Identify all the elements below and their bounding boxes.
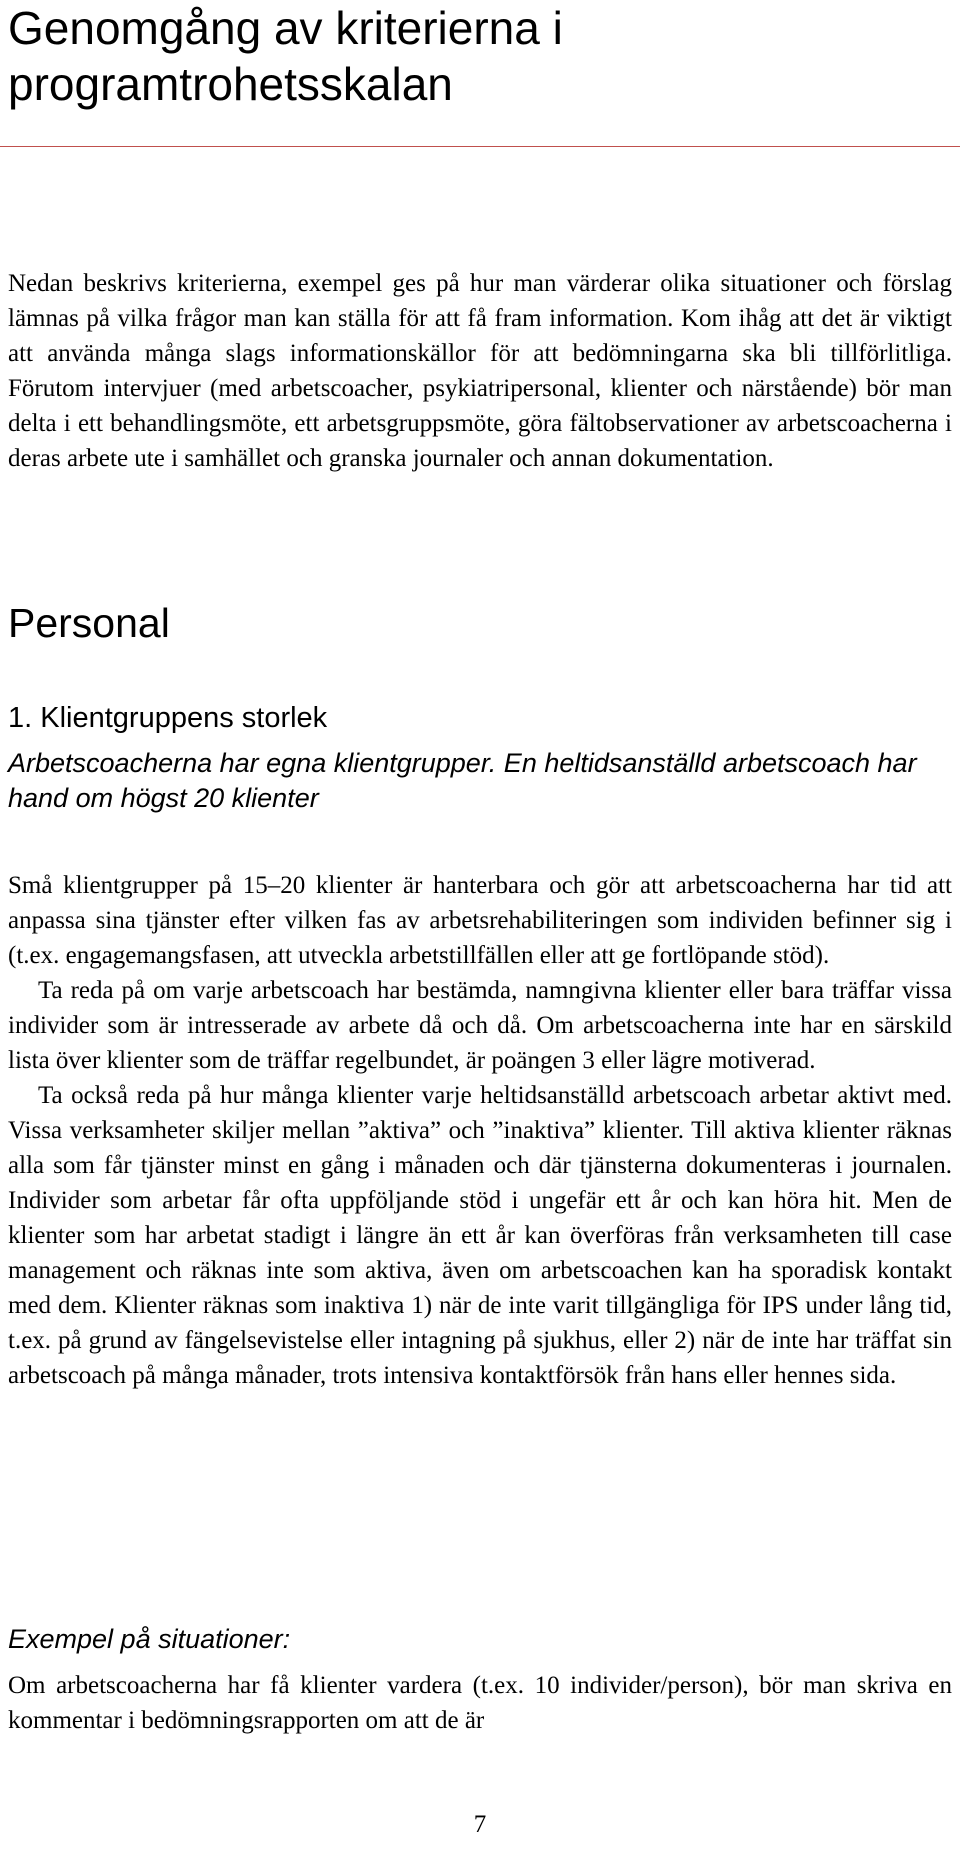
body-paragraph: Små klientgrupper på 15–20 klienter är hanterbara och gör att arbetscoacherna har tid att anpassa sina tjänster efter vilken fas av arbetsrehabiliteringen som individen befinner sig i (t.ex. engagemangsfasen, att utveckla arbetstillfällen eller att ge fortlöpande stöd).	[8, 872, 952, 969]
title-divider	[0, 146, 960, 147]
example-paragraph: Om arbetscoacherna har få klienter vardera (t.ex. 10 individer/person), bör man skriva en kommentar i bedömningsrapporten om att de är	[8, 1672, 952, 1734]
criterion-statement: Arbetscoacherna har egna klientgrupper. En heltidsanställd arbetscoach har hand om högst 20 klienter	[8, 748, 917, 813]
criterion-heading: 1. Klientgruppens storlek	[8, 702, 328, 734]
section-heading: Personal	[8, 600, 170, 646]
body-paragraph: Ta reda på om varje arbetscoach har bestämda, namngivna klienter eller bara träffar vissa individer som är intresserade av arbete då och då. Om arbetscoacherna inte har en särskild lista över klienter som de träffar regelbundet, är poängen 3 eller lägre motiverad.	[8, 977, 952, 1074]
intro-paragraph: Nedan beskrivs kriterierna, exempel ges på hur man värderar olika situationer och förslag lämnas på vilka frågor man kan ställa för att få fram information. Kom ihåg att det är viktigt att använda många slags informationskällor för att bedömningarna ska bli tillförlitliga. Förutom intervjuer (med arbetscoacher, psykiatripersonal, klienter och närstående) bör man delta i ett behandlingsmöte, ett arbetsgruppsmöte, göra fältobservationer av arbetscoacherna i deras arbete ute i samhället och granska journaler och annan dokumentation.	[8, 270, 952, 472]
example-heading: Exempel på situationer:	[8, 1624, 291, 1654]
criterion-body	[8, 868, 952, 1393]
document-title: Genomgång av kriterierna i programtrohetsskalan	[8, 2, 563, 110]
body-paragraph: Ta också reda på hur många klienter varje heltidsanställd arbetscoach arbetar aktivt med. Vissa verksamheter skiljer mellan ”aktiva” och ”inaktiva” klienter. Till aktiva klienter räknas alla som får tjänster minst en gång i månaden och där tjänsterna dokumenteras i journalen. Individer som arbetar får ofta uppföljande stöd i ungefär ett år och kan höra hit. Men de klienter som har arbetat stadigt i längre än ett år kan överföras från verksamheten till case management och räknas inte som aktiva, även om arbetscoachen kan ha sporadisk kontakt med dem. Klienter räknas som inaktiva 1) när de inte varit tillgängliga för IPS under lång tid, t.ex. på grund av fängelsevistelse eller intagning på sjukhus, eller 2) när de inte har träffat sin arbetscoach på många månader, trots intensiva kontaktförsök från hans eller hennes sida.	[8, 1082, 952, 1389]
page-number: 7	[473, 1811, 487, 1838]
